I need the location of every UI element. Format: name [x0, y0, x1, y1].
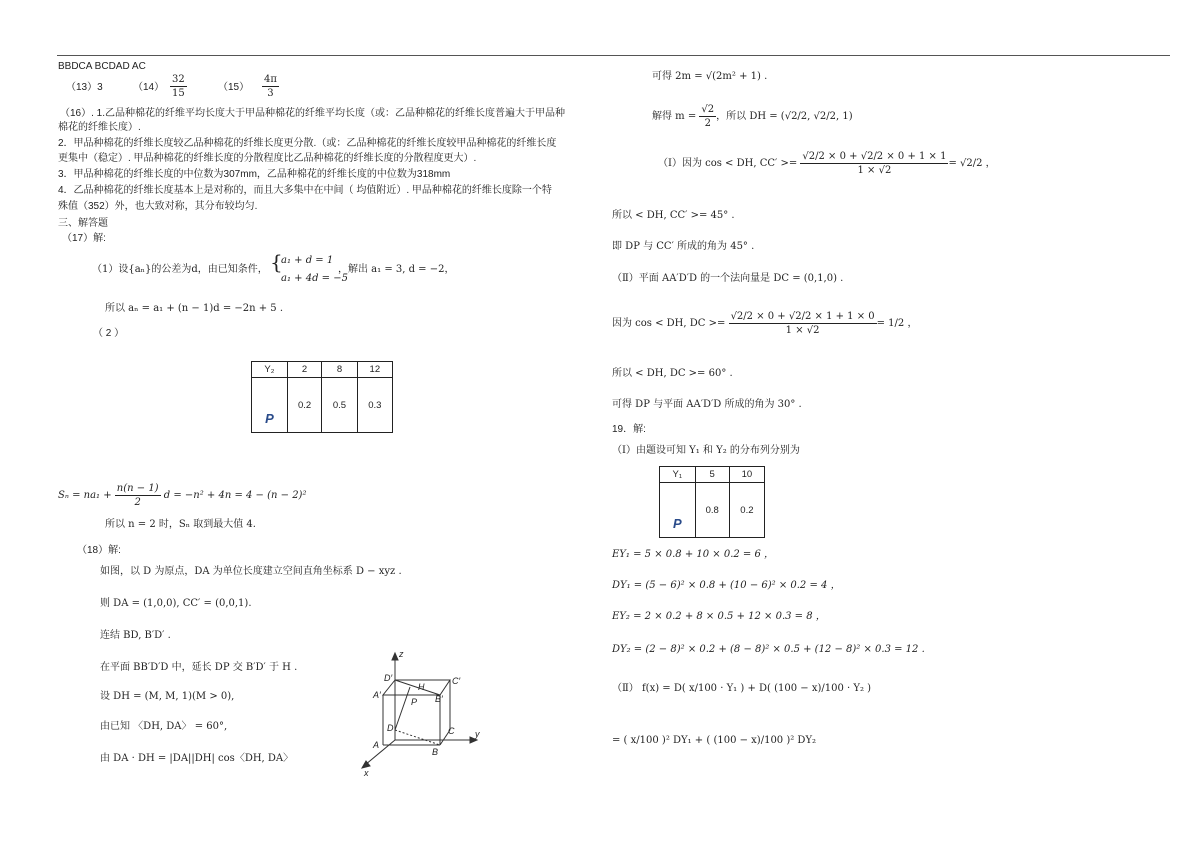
q18-line: 则 DA = (1,0,0), CC′ = (0,0,1).	[100, 598, 252, 609]
variance-y2: DY₂ = (2 − 8)² × 0.2 + (8 − 8)² × 0.5 + (12 − 8)² × 0.3 = 12 .	[612, 644, 925, 655]
answer-15-denominator: 3	[267, 88, 274, 99]
table-header: 2	[287, 362, 321, 378]
q16-line: 更集中（稳定）. 甲品种棉花的纤维长度的分散程度比乙品种棉花的纤维长度的分散程度更大）.	[58, 153, 477, 164]
cos-denominator: 1 × √2	[785, 325, 820, 336]
figure-label: B	[432, 747, 439, 757]
right-line	[612, 310, 917, 337]
q17-result: 所以 aₙ = a₁ + (n − 1)d = −2n + 5 .	[105, 303, 284, 314]
q18-line: 设 DH = (M, M, 1)(M > 0),	[100, 691, 235, 702]
figure-label: B′	[435, 694, 443, 704]
answer-14-value	[170, 73, 187, 100]
q18-line: 在平面 BB′D′D 中，延长 DP 交 B′D′ 于 H .	[100, 662, 298, 673]
q17-part2-label: （ 2 ）	[93, 328, 125, 339]
table-header: 8	[322, 362, 357, 378]
dh-vector: (√2/2, √2/2, 1)	[780, 111, 853, 122]
answer-14-numerator: 32	[172, 74, 185, 85]
figure-label: P	[411, 697, 418, 707]
cos-denominator: 1 × √2	[857, 165, 892, 176]
equation-1: a₁ + d = 1	[281, 255, 334, 266]
answer-15-label: （15）	[218, 82, 250, 93]
x-axis	[365, 740, 395, 765]
table-row-label: P	[252, 378, 288, 433]
right-line	[652, 103, 853, 130]
table-cell: 0.3	[357, 378, 392, 433]
q19-label: 19．解:	[612, 424, 646, 435]
q18-line: 由 DA · DH = |DA||DH| cos〈DH, DA〉	[100, 753, 294, 764]
right-line	[658, 150, 996, 177]
q16-line: 3．甲品种棉花的纤维长度的中位数为307mm，乙品种棉花的纤维长度的中位数为318mm	[58, 169, 451, 180]
distribution-table-y2	[251, 361, 393, 433]
table-header: Y₂	[252, 362, 288, 378]
diagonal	[395, 687, 410, 730]
q19-intro: （Ⅰ）由题设可知 Y₁ 和 Y₂ 的分布列分别为	[612, 445, 800, 456]
answer-14-denominator: 15	[172, 88, 185, 99]
right-line: 所以 < DH, DC >= 60° .	[612, 368, 733, 379]
cube-figure	[355, 645, 490, 780]
variance-y1: DY₁ = (5 − 6)² × 0.8 + (10 − 6)² × 0.2 = 4 ，	[612, 580, 841, 591]
q16-line: 4．乙品种棉花的纤维长度基本上是对称的，而且大多集中在中间（ 均值附近）. 甲品种棉花的纤维长度除一个特	[58, 185, 552, 196]
q16-line: 殊值（352）外，也大致对称，其分布较均匀.	[58, 201, 258, 212]
table-header: Y₁	[660, 467, 696, 483]
right-line: 即 DP 与 CC′ 所成的角为 45° .	[612, 241, 755, 252]
answer-14-label: （14）	[133, 82, 165, 93]
figure-label: D′	[384, 673, 393, 683]
cos-numerator: √2/2 × 0 + √2/2 × 1 + 1 × 0	[730, 311, 875, 322]
figure-label: z	[399, 649, 404, 659]
answer-13: （13）3	[66, 82, 103, 93]
brace: {	[270, 250, 283, 274]
cos-prefix: （Ⅰ）因为 cos < DH, CC′ >=	[658, 158, 801, 169]
figure-label: x	[364, 768, 369, 778]
sn-prefix: Sₙ = na₁ +	[58, 490, 115, 501]
cos-suffix: = √2/2 ，	[948, 158, 996, 169]
solve-m: 解得 m =	[652, 111, 700, 122]
dh-vector-label: ，所以 DH =	[716, 111, 781, 122]
q17-conclusion: 所以 n = 2 时，Sₙ 取到最大值 4.	[105, 519, 256, 530]
f-expansion: = ( x/100 )² DY₁ + ( (100 − x)/100 )² DY₂	[612, 735, 817, 746]
sn-denominator: 2	[134, 497, 141, 508]
frac-num: √2	[701, 104, 715, 115]
sn-formula	[58, 482, 306, 509]
answer-15-value	[262, 73, 279, 100]
figure-label: C	[448, 726, 455, 736]
right-line: 可得 DP 与平面 AA′D′D 所成的角为 30° .	[612, 399, 802, 410]
figure-label: y	[475, 729, 480, 739]
q16-line: 2．甲品种棉花的纤维长度较乙品种棉花的纤维长度更分散.（或：乙品种棉花的纤维长度较甲品种棉花的纤维长度	[58, 138, 557, 149]
q17-label: （17）解:	[62, 233, 106, 244]
table-cell: 0.2	[729, 483, 764, 538]
figure-label: C′	[452, 676, 461, 686]
figure-label: H	[418, 682, 425, 692]
right-line: 所以 < DH, CC′ >= 45° .	[612, 210, 735, 221]
choice-answers: BBDCA BCDAD AC	[58, 61, 146, 72]
figure-label: A′	[373, 690, 381, 700]
cos-prefix: 因为 cos < DH, DC >=	[612, 318, 729, 329]
sn-numerator: n(n − 1)	[116, 483, 159, 494]
table-cell: 0.8	[695, 483, 729, 538]
cos-numerator: √2/2 × 0 + √2/2 × 0 + 1 × 1	[802, 151, 947, 162]
q17-part1: （1）设{aₙ}的公差为d，由已知条件，	[92, 264, 268, 275]
section-heading: 三、解答题	[58, 218, 108, 229]
f-definition: （Ⅱ） f(x) = D( x/100 · Y₁ ) + D( (100 − x)/100 · Y₂ )	[612, 683, 872, 694]
table-cell: 0.2	[287, 378, 321, 433]
q17-solution: ，解出 a₁ = 3, d = −2，	[338, 264, 455, 275]
equation-2: a₁ + 4d = −5	[281, 273, 348, 284]
expectation-y1: EY₁ = 5 × 0.8 + 10 × 0.2 = 6 ，	[612, 549, 775, 560]
q16-line: （16）. 1.乙品种棉花的纤维平均长度大于甲品种棉花的纤维平均长度（或：乙品种棉花的纤维长度普遍大于甲品种	[60, 108, 566, 119]
table-header: 12	[357, 362, 392, 378]
table-row-label: P	[660, 483, 696, 538]
header-rule	[57, 55, 1170, 56]
table-cell: 0.5	[322, 378, 357, 433]
answer-15-numerator: 4π	[264, 74, 277, 85]
figure-label: A	[373, 740, 380, 750]
table-header: 5	[695, 467, 729, 483]
q16-line: 棉花的纤维长度）.	[58, 122, 141, 133]
q18-line: 连结 BD, B′D′ .	[100, 630, 171, 641]
right-line: 可得 2m = √(2m² + 1) .	[652, 71, 768, 82]
distribution-table-y1	[659, 466, 765, 538]
sn-suffix: d = −n² + 4n = 4 − (n − 2)²	[160, 490, 307, 501]
right-line: （Ⅱ）平面 AA′D′D 的一个法向量是 DC = (0,1,0) .	[612, 273, 844, 284]
diagonal	[395, 730, 440, 745]
figure-label: D	[387, 723, 394, 733]
q18-line: 如图，以 D 为原点，DA 为单位长度建立空间直角坐标系 D − xyz .	[100, 566, 402, 577]
frac-den: 2	[704, 118, 711, 129]
q18-line: 由已知 〈DH, DA〉 = 60°,	[100, 721, 228, 732]
table-header: 10	[729, 467, 764, 483]
cos-suffix: = 1/2 ，	[876, 318, 918, 329]
q18-label: （18）解:	[77, 545, 121, 556]
expectation-y2: EY₂ = 2 × 0.2 + 8 × 0.5 + 12 × 0.3 = 8 ，	[612, 611, 826, 622]
arrow-icon	[392, 653, 398, 660]
